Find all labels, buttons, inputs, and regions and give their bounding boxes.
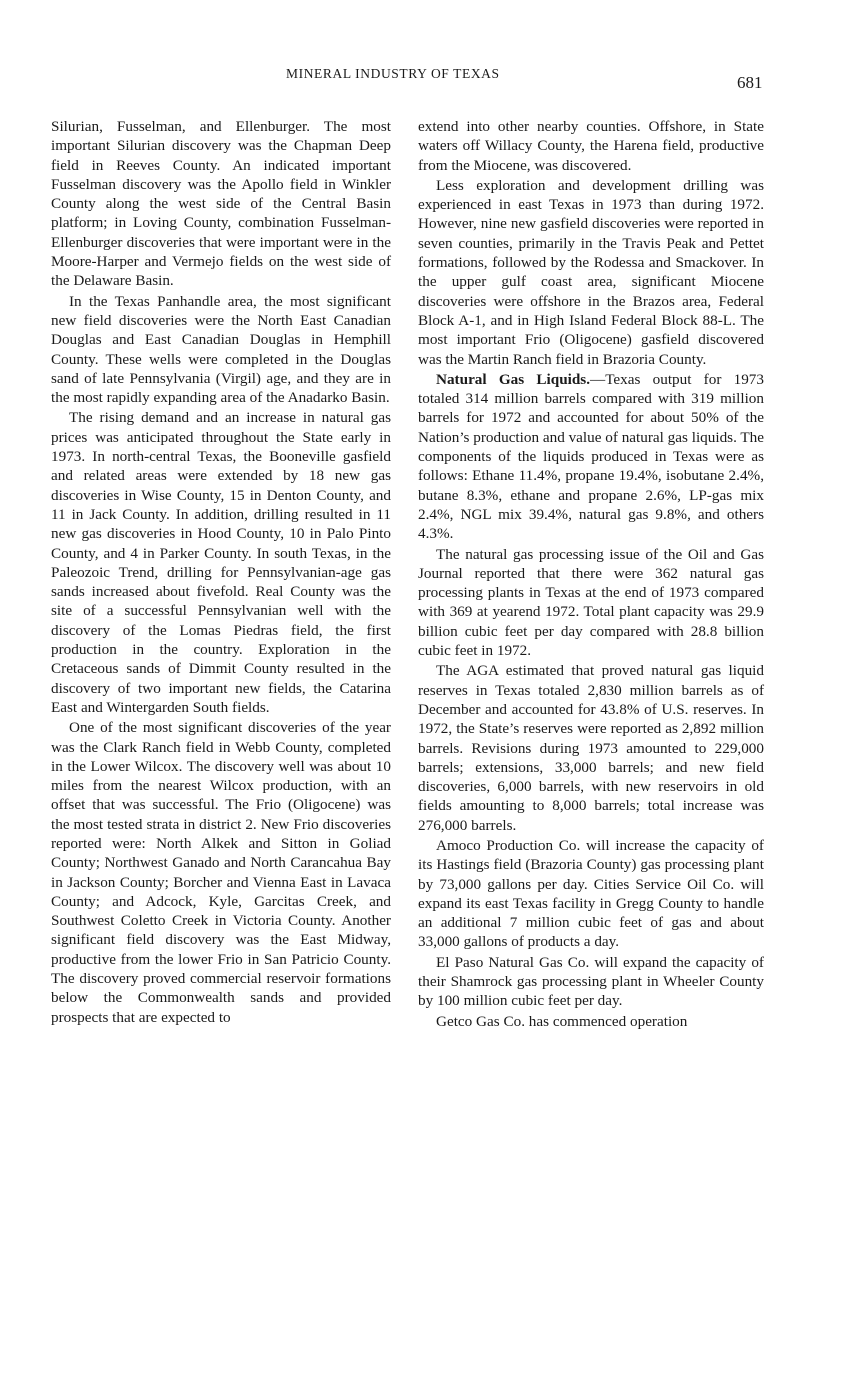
paragraph: In the Texas Panhandle area, the most significant new field discoveries were the North East Canadian Douglas and East Canadian Douglas in Hemphill County. These wells were completed in the Douglas sand of late Pennsylvania (Virgil) age, and they are in the most rapidly expanding area of the Anadarko Basin. (51, 292, 391, 407)
paragraph: Silurian, Fusselman, and Ellenburger. The most important Silurian discovery was the Chapman Deep field in Reeves County. An indicated important Fusselman discovery was the Apollo field in Winkler County along the west side of the Central Basin platform; in Loving County, combination Fusselman-Ellenburger discoveries that were important were in the Moore-Harper and Vermejo fields on the west side of the Delaware Basin. (51, 118, 391, 290)
section-heading: Natural Gas Liquids. (436, 370, 591, 388)
running-header: MINERAL INDUSTRY OF TEXAS (286, 66, 500, 81)
paragraph: Less exploration and development drilling was experienced in east Texas in 1973 than during 1972. However, nine new gasfield discoveries were reported in seven counties, primarily in the Travis Peak and Pettet formations, followed by the Rodessa and Smackover. In the upper gulf coast area, significant Miocene discoveries were offshore in the Brazos area, Federal Block A-1, and in High Island Federal Block 88-L. The most important Frio (Oligocene) gasfield discovered was the Martin Ranch field in Brazoria County. (418, 176, 764, 368)
paragraph: The rising demand and an increase in natural gas prices was anticipated throughout the State early in 1973. In north-central Texas, the Booneville gasfield and related areas were extended by 18 new gas discoveries in Wise County, 15 in Denton County, and 11 in Jack County. In addition, drilling resulted in 11 new gas discoveries in Hood County, 10 in Palo Pinto County, and 4 in Parker County. In south Texas, in the Paleozoic Trend, drilling for Pennsylvanian-age gas sands increased about fivefold. Real County was the site of a successful Pennsylvanian well with the discovery of the Lomas Piedras field, the first production in the country. Exploration in the Cretaceous sands of Dimmit County resulted in the discovery of two important new fields, the Catarina East and Wintergarden South fields. (51, 409, 391, 716)
paragraph: One of the most significant discoveries of the year was the Clark Ranch field in Webb County, completed in the Lower Wilcox. The discovery well was about 10 miles from the nearest Wilcox production, with an offset that was successful. The Frio (Oligocene) was the most tested strata in district 2. New Frio discoveries reported were: North Alkek and Sitton in Goliad County; Northwest Ganado and North Carancahua Bay in Jackson County; Borcher and Vienna East in Lavaca County; and Adcock, Kyle, Garcitas Creek, and Southwest Coletto Creek in Victoria County. Another significant field discovery was the East Midway, productive from the lower Frio in San Patricio County. The discovery proved commercial reservoir formations below the Commonwealth sands and provided prospects that are expected to (51, 719, 391, 1026)
paragraph: The AGA estimated that proved natural gas liquid reserves in Texas totaled 2,830 million barrels as of December and accounted for 43.8% of U.S. reserves. In 1972, the State’s reserves were reported as 2,892 million barrels. Revisions during 1973 amounted to 229,000 barrels; extensions, 33,000 barrels; and new field discoveries, 6,000 barrels, with new reservoirs in old fields amounting to 8,000 barrels; total increase was 276,000 barrels. (418, 662, 764, 834)
paragraph: Amoco Production Co. will increase the capacity of its Hastings field (Brazoria County) gas processing plant by 73,000 gallons per day. Cities Service Oil Co. will expand its east Texas facility in Gregg County to handle an additional 7 million cubic feet of gas and about 33,000 gallons of products a day. (418, 836, 764, 951)
paragraph: The natural gas processing issue of the Oil and Gas Journal reported that there were 362 natural gas processing plants in Texas at the end of 1973 compared with 369 at yearend 1972. Total plant capacity was 29.9 billion cubic feet per day compared with 28.8 billion cubic feet in 1972. (418, 545, 764, 660)
paragraph: El Paso Natural Gas Co. will expand the capacity of their Shamrock gas processing plant in Wheeler County by 100 million cubic feet per day. (418, 953, 764, 1010)
paragraph-body: —Texas output for 1973 totaled 314 million barrels compared with 319 million barrels for 1972 and accounted for about 50% of the Nation’s production and value of natural gas liquids. The components of the liquids produced in Texas were as follows: Ethane 11.4%, propane 19.4%, isobutane 2.4%, butane 8.3%, ethane and propane 2.6%, LP-gas mix 2.4%, NGL mix 39.4%, natural gas 9.8%, and others 4.3%. (418, 370, 765, 543)
page-number: 681 (737, 73, 763, 92)
paragraph: Getco Gas Co. has commenced operation (436, 1012, 688, 1030)
paragraph: extend into other nearby counties. Offshore, in State waters off Willacy County, the Harena field, productive from the Miocene, was discovered. (418, 118, 764, 174)
paragraph-natural-gas-liquids (418, 370, 764, 544)
left-column (51, 117, 391, 1027)
right-column (418, 117, 764, 1031)
